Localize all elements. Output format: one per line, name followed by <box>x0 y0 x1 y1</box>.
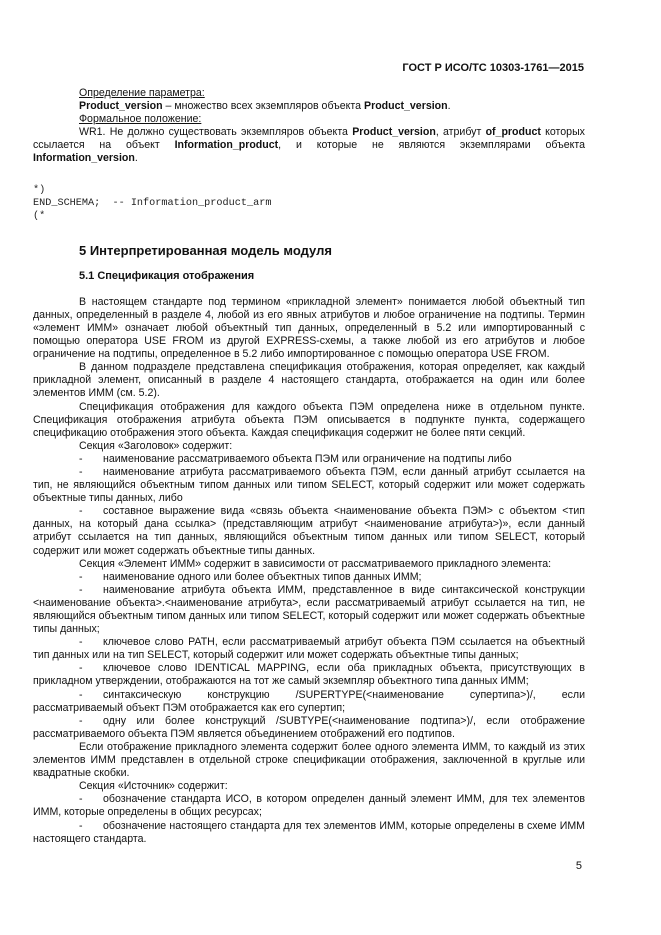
list-item: - ключевое слово PATH, если рассматриваемый атрибут объекта ПЭМ ссылается на объектный тип данных или на тип SELECT, который содержит или может содержать объектные типы данных; <box>33 636 585 662</box>
paragraph: Если отображение прикладного элемента содержит более одного элемента ИММ, то каждый из этих элементов ИММ представлен в отдельной строке спецификации отображения, заключенной в круглые или квадратные скобки. <box>33 740 585 780</box>
paragraph: В настоящем стандарте под термином «прикладной элемент» понимается любой объектный тип данных, определенный в разделе 4, любой из его явных атрибутов и любое ограничение на подтипы. Термин «элемент ИММ» означает любой объектный тип данных, определенный в 5.2 или импортированный с помощью оператора USE FROM из другой EXPRESS-схемы, а также любой из его атрибутов и любое ограничение на подтипы, определенное в 5.2 либо импортированное с помощью оператора USE FROM. <box>33 295 585 361</box>
list-item: - составное выражение вида «связь объекта <наименование объекта ПЭМ> с объектом <тип данных, на который дана ссылка> (представляющим атрибут <наименование атрибута>)», если данный атрибут ссылается на тип данных, являющийся объектным типом данных или типом SELECT, который содержит или может содержать объектные типы данных. <box>33 505 585 557</box>
definition-block <box>33 87 585 126</box>
list-item: - ключевое слово IDENTICAL MAPPING, если оба прикладных объекта, присутствующих в прикладном утверждении, отображаются на тот же самый экземпляр объектного типа данных ИММ; <box>33 662 585 688</box>
list-item: - наименование одного или более объектных типов данных ИММ; <box>79 570 422 583</box>
section-5-1-title: 5.1 Спецификация отображения <box>79 269 255 282</box>
page-content <box>33 87 585 846</box>
list-item: - обозначение стандарта ИСО, в котором определен данный элемент ИММ, для тех элементов ИММ, которые определены в общих ресурсах; <box>33 793 585 819</box>
list-item: - наименование атрибута рассматриваемого объекта ПЭМ, если данный атрибут ссылается на тип, не являющийся объектным типом данных или типом SELECT, который содержит или может содержать объектные типы данных, либо <box>33 465 585 505</box>
list-item: - одну или более конструкций /SUBTYPE(<наименование подтипа>)/, если отображение рассматриваемого объекта ПЭМ является объединением отображений его подтипов. <box>33 714 585 740</box>
param-definition-text: Product_version – множество всех экземпляров объекта Product_version. <box>79 100 451 113</box>
section-5-title: 5 Интерпретированная модель модуля <box>79 242 332 258</box>
express-code: *) END_SCHEMA; -- Information_product_arm (* <box>33 184 272 222</box>
wr1-rule: WR1. Не должно существовать экземпляров объекта Product_version, атрибут of_product которых ссылается на объект Information_product, и которые не являются экземплярами объекта Information_version. <box>33 126 585 165</box>
paragraph: Спецификация отображения для каждого объекта ПЭМ определена ниже в отдельном пункте. Спецификация отображения атрибута объекта ПЭМ описывается в подпункте пункта, содержащего спецификацию отображения этого объекта. Каждая спецификация содержит не более пяти секций. <box>33 400 585 439</box>
list-item: - синтаксическую конструкцию /SUPERTYPE(<наименование супертипа>)/, если рассматриваемый объект ПЭМ отображается как его супертип; <box>33 688 585 714</box>
document-id: ГОСТ Р ИСО/ТС 10303-1761—2015 <box>402 62 584 74</box>
list-item: - обозначение настоящего стандарта для тех элементов ИММ, которые определены в схеме ИММ настоящего стандарта. <box>33 819 585 845</box>
section-body <box>33 296 585 846</box>
page-number: 5 <box>575 860 582 872</box>
formal-heading: Формальное положение: <box>79 113 202 126</box>
list-item: - наименование атрибута объекта ИММ, представленное в виде синтаксической конструкции <наименование объекта>.<наименование атрибута>, если рассматриваемый атрибут ссылается на тип, не являющийся объектным типом данных или типом SELECT, который содержит или может содержать объектные типы данных; <box>33 583 585 636</box>
paragraph: Секция «Источник» содержит: <box>79 780 228 793</box>
param-definition-heading: Определение параметра: <box>79 87 205 99</box>
paragraph: Секция «Элемент ИММ» содержит в зависимости от рассматриваемого прикладного элемента: <box>79 557 552 570</box>
paragraph: Секция «Заголовок» содержит: <box>79 439 233 452</box>
list-item: - наименование рассматриваемого объекта ПЭМ или ограничение на подтипы либо <box>79 452 512 465</box>
paragraph: В данном подразделе представлена спецификация отображения, которая определяет, как каждый прикладной элемент, описанный в разделе 4 настоящего стандарта, отображается на один или более элементов ИММ (см. 5.2). <box>33 361 585 400</box>
